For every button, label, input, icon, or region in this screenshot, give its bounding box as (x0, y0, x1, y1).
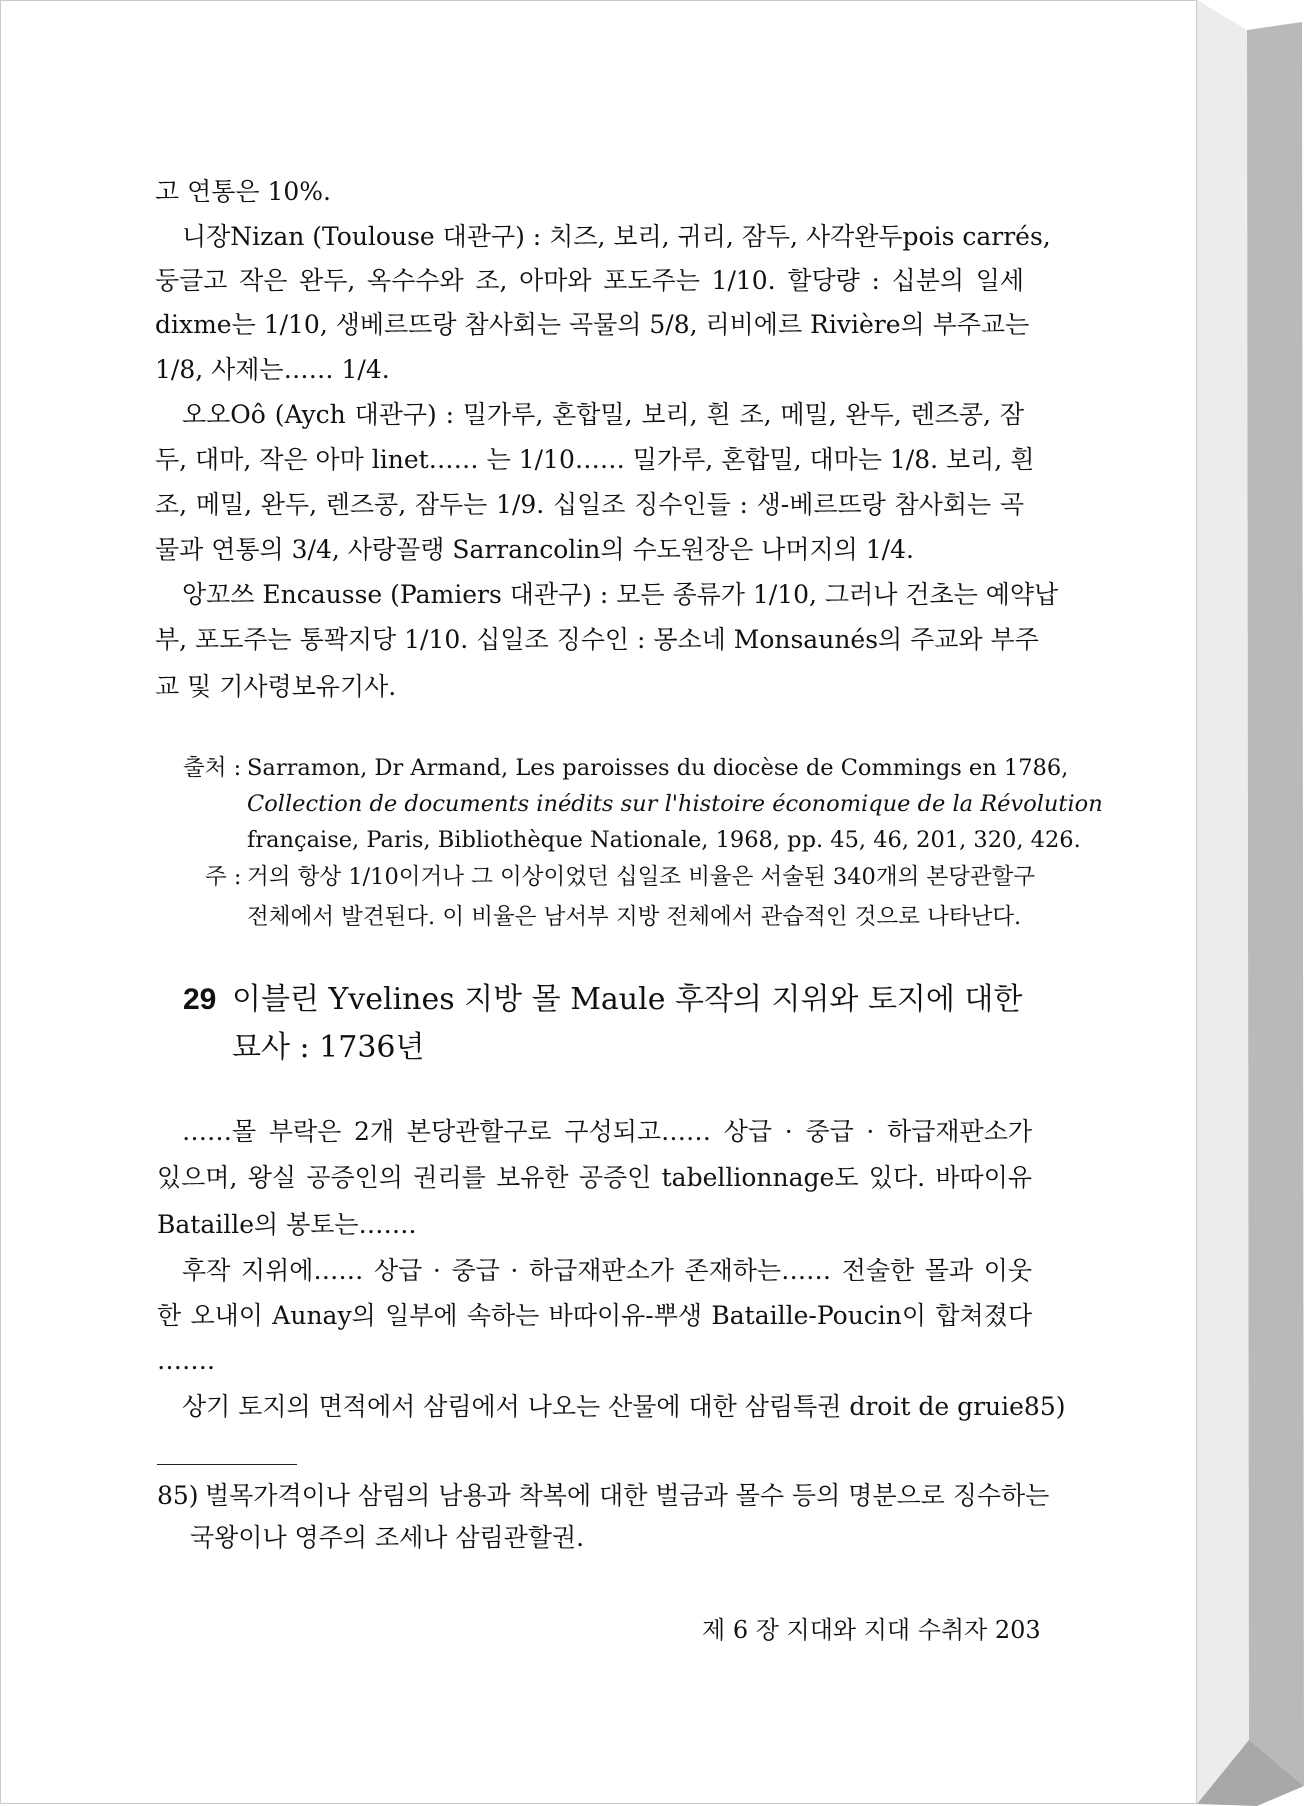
footnote-rule (157, 1464, 297, 1465)
section-body-line: 후작 지위에…… 상급 · 중급 · 하급재판소가 존재하는…… 전술한 몰과 이웃 (182, 1256, 1032, 1285)
body-line: dixme는 1/10, 생베르뜨랑 참사회는 곡물의 5/8, 리비에르 Rivière의 부주교는 (155, 310, 1030, 339)
footnote-line: 벌목가격이나 삼림의 남용과 착복에 대한 벌금과 몰수 등의 명분으로 징수하는 (205, 1481, 1050, 1510)
section-body-line: 있으며, 왕실 공증인의 권리를 보유한 공증인 tabellionnage도 있다. 바따이유 (157, 1163, 1032, 1192)
source-line: Sarramon, Dr Armand, Les paroisses du diocèse de Commings en 1786, (247, 755, 1069, 781)
body-line: 부, 포도주는 통꽉지당 1/10. 십일조 징수인 : 몽소네 Monsaunés의 주교와 부주 (155, 625, 1039, 654)
footnote-line: 국왕이나 영주의 조세나 삼림관할권. (190, 1523, 585, 1552)
section-number (183, 982, 216, 1018)
book-page-edge (1197, 0, 1305, 1806)
body-line: 앙꼬쓰 Encausse (Pamiers 대관구) : 모든 종류가 1/10, 그러나 건초는 예약납 (182, 580, 1059, 609)
body-line: 둥글고 작은 완두, 옥수수와 조, 아마와 포도주는 1/10. 할당량 : 십분의 일세 (155, 266, 1024, 295)
body-line: 고 연통은 10%. (155, 177, 332, 206)
remark-label: 주 : (205, 864, 242, 890)
source-line: Collection de documents inédits sur l'histoire économique de la Révolution (247, 791, 1103, 817)
section-title-line: 이블린 Yvelines 지방 몰 Maule 후작의 지위와 토지에 대한 (232, 982, 1023, 1017)
remark-line: 전체에서 발견된다. 이 비율은 남서부 지방 전체에서 관습적인 것으로 나타난다. (247, 904, 1022, 930)
body-line: 1/8, 사제는…… 1/4. (155, 355, 390, 384)
section-body-line: 상기 토지의 면적에서 삼림에서 나오는 산물에 대한 삼림특권 droit de gruie85) (182, 1392, 1066, 1421)
section-number-text: 29 (183, 983, 217, 1016)
body-line: 니장Nizan (Toulouse 대관구) : 치즈, 보리, 귀리, 잠두, 사각완두pois carrés, (182, 222, 1051, 251)
section-title-line: 묘사 : 1736년 (232, 1030, 425, 1065)
source-label: 출처 : (183, 755, 242, 781)
section-body-line: ……몰 부락은 2개 본당관할구로 구성되고…… 상급 · 중급 · 하급재판소가 (182, 1117, 1032, 1146)
footnote-marker: 85) (157, 1481, 199, 1510)
body-line: 교 및 기사령보유기사. (155, 672, 397, 701)
page-footer: 제 6 장 지대와 지대 수취자 203 (702, 1616, 1041, 1644)
section-body-line: 한 오내이 Aunay의 일부에 속하는 바따이유-뿌생 Bataille-Poucin이 합쳐졌다 (157, 1301, 1032, 1330)
body-line: 조, 메밀, 완두, 렌즈콩, 잠두는 1/9. 십일조 징수인들 : 생-베르뜨랑 참사회는 곡 (155, 490, 1024, 519)
section-body-line: Bataille의 봉토는……. (157, 1210, 417, 1239)
remark-line: 거의 항상 1/10이거나 그 이상이었던 십일조 비율은 서술된 340개의 본당관할구 (247, 864, 1036, 890)
section-body-line: ……. (157, 1346, 215, 1375)
source-line: française, Paris, Bibliothèque Nationale, 1968, pp. 45, 46, 201, 320, 426. (247, 827, 1081, 853)
body-line: 두, 대마, 작은 아마 linet…… 는 1/10…… 밀가루, 혼합밀, 대마는 1/8. 보리, 흰 (155, 445, 1035, 474)
body-line: 물과 연통의 3/4, 사랑꼴랭 Sarrancolin의 수도원장은 나머지의 1/4. (155, 535, 914, 564)
body-line: 오오Oô (Aych 대관구) : 밀가루, 혼합밀, 보리, 흰 조, 메밀, 완두, 렌즈콩, 잠 (182, 400, 1024, 429)
